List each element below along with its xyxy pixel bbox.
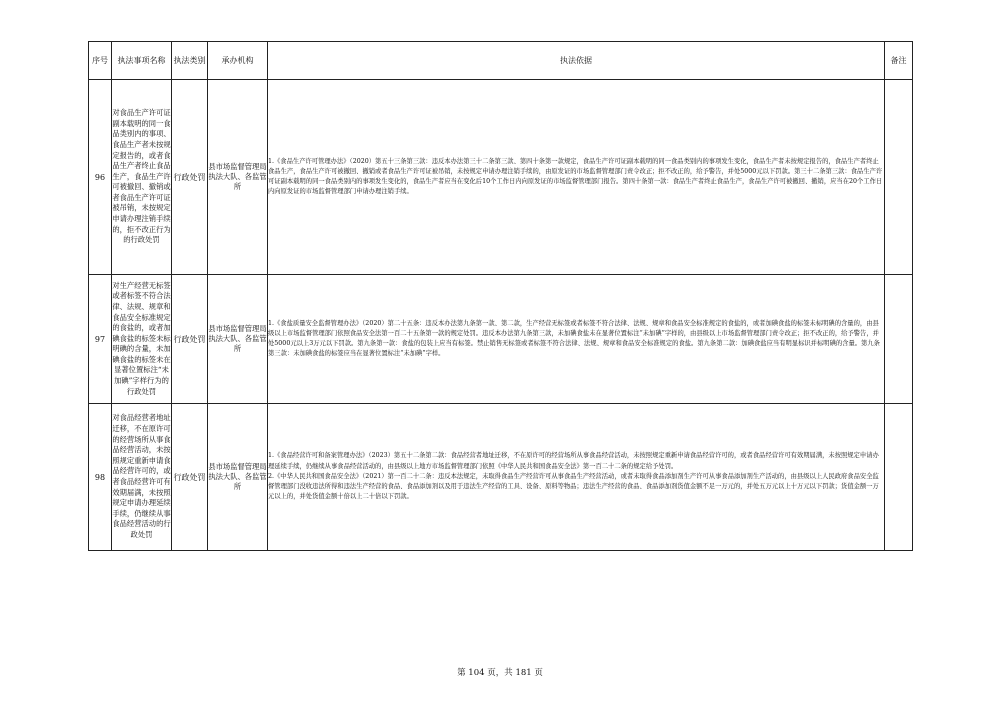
basis-paragraph: 1.《食品经营许可和备案管理办法》（2023）第五十二条第二款：食品经营者地址迁移，不在原许可的经营场所从事食品经营活动，未按照规定重新申请食品经营许可的，或者食品经营许可有效期届满，未按照规定申请办理延续手续，仍继续从事食品经营活动的，由县级以上地方市场监督管理部门依照《中华人民共和国食品安全法》第一百二十二条的规定给予处罚。 <box>268 452 879 470</box>
table-header-row <box>89 42 913 80</box>
row-seq: 97 <box>89 275 112 404</box>
header-basis: 执法依据 <box>268 42 885 80</box>
row-basis <box>268 80 885 275</box>
basis-paragraph: 1.《食盐质量安全监督管理办法》（2020）第二十五条：违反本办法第九条第一款、第二款，生产经营无标签或者标签不符合法律、法规、规章和食品安全标准规定的食盐的，或者加碘食盐的标签未标明碘的含量的，由县级以上市场监督管理部门依照食品安全法第一百二十五条第一款的规定处罚。违反本办法第九条第三款，未加碘食盐未在显著位置标注“未加碘”字样的，由县级以上市场监督管理部门责令改正；拒不改正的，给予警告，并处5000元以上3万元以下罚款。第九条第一款：食盐的包装上应当有标签。禁止销售无标签或者标签不符合法律、法规、规章和食品安全标准规定的食盐。第九条第二款：加碘食盐应当有明显标识并标明碘的含量。第九条第三款：未加碘食盐的标签应当在显著位置标注“未加碘”字样。 <box>268 319 880 358</box>
row-matter: 对食品经营者地址迁移，不在原许可的经营场所从事食品经营活动，未按照规定重新申请食品经营许可的，或者食品经营许可有效期届满，未按照规定申请办理延续手续，仍继续从事食品经营活动的行政处罚 <box>112 404 172 551</box>
enforcement-table <box>88 41 913 551</box>
table-row <box>89 404 913 551</box>
row-basis <box>268 404 885 551</box>
table-row <box>89 275 913 404</box>
row-matter: 对生产经营无标签或者标签不符合法律、法规、规章和食品安全标准规定的食盐的，或者加碘食盐的标签未标明碘的含量，未加碘食盐的标签未在显著位置标注“未加碘”字样行为的行政处罚 <box>112 275 172 404</box>
row-matter: 对食品生产许可证副本载明的同一食品类别内的事项、食品生产者未按规定报告的，或者食品生产者终止食品生产，食品生产许可被撤回、撤销或者食品生产许可证被吊销，未按规定申请办理注销手续的，拒不改正行为的行政处罚 <box>112 80 172 275</box>
row-category: 行政处罚 <box>172 275 208 404</box>
basis-paragraph: 1.《食品生产许可管理办法》（2020）第五十三条第三款：违反本办法第三十二条第三款、第四十条第一款规定，食品生产许可证副本载明的同一食品类别内的事项发生变化，食品生产者未按规定报告的，食品生产者终止食品生产，食品生产许可被撤回、撤销或者食品生产许可证被吊销，未按规定申请办理注销手续的，由原发证的市场监督管理部门责令改正；拒不改正的，给予警告，并处5000元以下罚款。第三十二条第三款：食品生产许可证副本载明的同一食品类别内的事项发生变化的，食品生产者应当在变化后10个工作日内向原发证的市场监督管理部门报告。第四十条第一款：食品生产者终止食品生产，食品生产许可被撤回、撤销，应当在20个工作日内向原发证的市场监督管理部门申请办理注销手续。 <box>268 157 883 196</box>
row-remark <box>885 80 913 275</box>
header-category: 执法类别 <box>172 42 208 80</box>
table-row <box>89 80 913 275</box>
row-seq: 98 <box>89 404 112 551</box>
basis-paragraph: 2.《中华人民共和国食品安全法》（2021）第一百二十二条：违反本法规定，未取得食品生产经营许可从事食品生产经营活动，或者未取得食品添加剂生产许可从事食品添加剂生产活动的，由县级以上人民政府食品安全监督管理部门没收违法所得和违法生产经营的食品、食品添加剂以及用于违法生产经营的工具、设备、原料等物品；违法生产经营的食品、食品添加剂货值金额不足一万元的，并处五万元以上十万元以下罚款；货值金额一万元以上的，并处货值金额十倍以上二十倍以下罚款。 <box>268 472 879 501</box>
row-remark <box>885 404 913 551</box>
header-org: 承办机构 <box>208 42 268 80</box>
row-org: 县市场监督管理局执法大队、各监管所 <box>208 80 268 275</box>
row-remark <box>885 275 913 404</box>
header-remark: 备注 <box>885 42 913 80</box>
row-seq: 96 <box>89 80 112 275</box>
row-org: 县市场监督管理局执法大队、各监管所 <box>208 404 268 551</box>
header-seq: 序号 <box>89 42 112 80</box>
row-basis <box>268 275 885 404</box>
row-category: 行政处罚 <box>172 404 208 551</box>
row-category: 行政处罚 <box>172 80 208 275</box>
page-number-footer: 第 104 页，共 181 页 <box>457 668 543 678</box>
header-matter: 执法事项名称 <box>112 42 172 80</box>
row-org: 县市场监督管理局执法大队、各监管所 <box>208 275 268 404</box>
